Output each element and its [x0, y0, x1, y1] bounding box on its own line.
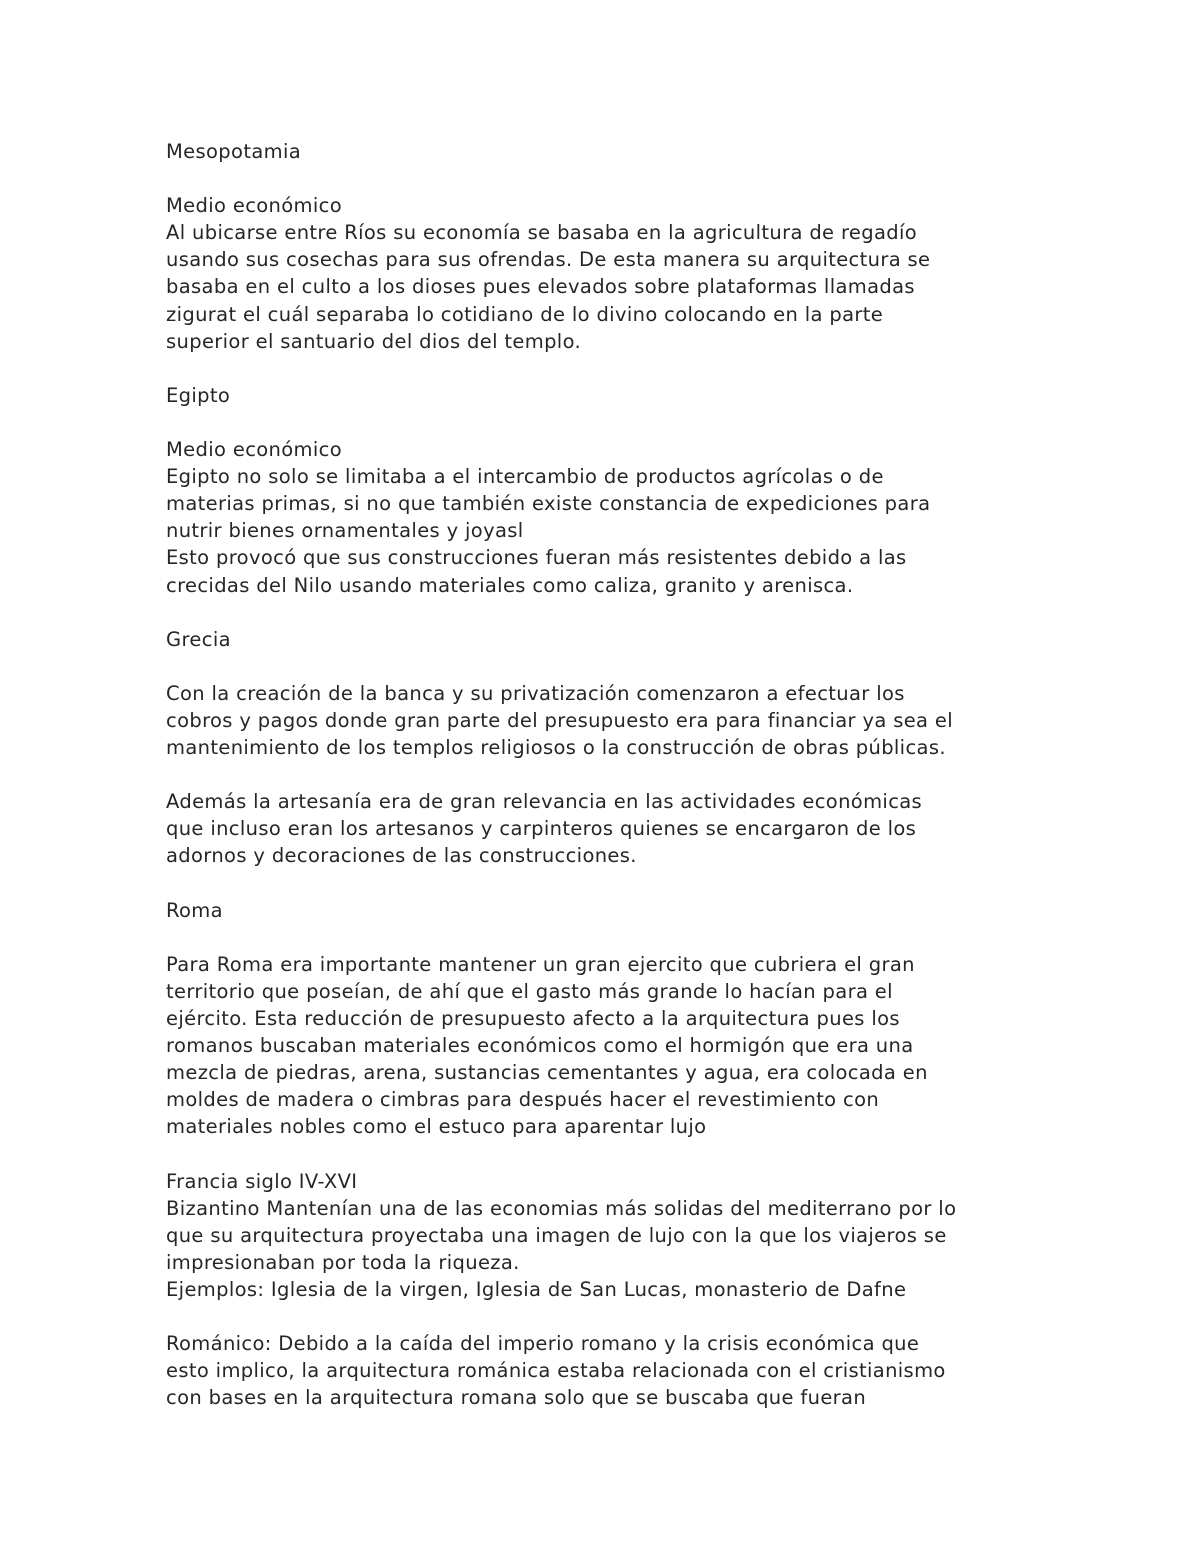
blank-line [166, 761, 1046, 788]
paragraph-line: Para Roma era importante mantener un gran ejercito que cubriera el gran [166, 952, 915, 976]
blank-line [166, 409, 1046, 436]
paragraph-line: Ejemplos: Iglesia de la virgen, Iglesia de San Lucas, monasterio de Dafne [166, 1277, 907, 1301]
paragraph-line: Con la creación de la banca y su privatización comenzaron a efectuar los [166, 681, 905, 705]
paragraph-line: impresionaban por toda la riqueza. [166, 1250, 520, 1274]
paragraph-line: zigurat el cuál separaba lo cotidiano de lo divino colocando en la parte [166, 302, 884, 326]
document-body [166, 138, 1046, 1411]
blank-line [166, 165, 1046, 192]
paragraph-line: Bizantino Mantenían una de las economias más solidas del mediterrano por lo [166, 1196, 957, 1220]
paragraph-line: adornos y decoraciones de las construcciones. [166, 844, 637, 868]
paragraph-line: nutrir bienes ornamentales y joyasl [166, 519, 524, 543]
paragraph-line: con bases en la arquitectura romana solo que se buscaba que fueran [166, 1386, 867, 1410]
section-heading-francia: Francia siglo IV-XVI [166, 1169, 358, 1193]
paragraph-line: esto implico, la arquitectura románica estaba relacionada con el cristianismo [166, 1359, 946, 1383]
paragraph-line: Esto provocó que sus construcciones fueran más resistentes debido a las [166, 546, 907, 570]
section-heading-egipto: Egipto [166, 383, 231, 407]
paragraph-line: cobros y pagos donde gran parte del presupuesto era para financiar ya sea el [166, 708, 954, 732]
paragraph-line: Románico: Debido a la caída del imperio romano y la crisis económica que [166, 1332, 920, 1356]
paragraph-line: materias primas, si no que también existe constancia de expediciones para [166, 492, 931, 516]
paragraph-line: materiales nobles como el estuco para aparentar lujo [166, 1115, 707, 1139]
section-heading-grecia: Grecia [166, 627, 231, 651]
paragraph-line: Al ubicarse entre Ríos su economía se basaba en la agricultura de regadío [166, 221, 918, 245]
paragraph-line: romanos buscaban materiales económicos como el hormigón que era una [166, 1034, 914, 1058]
blank-line [166, 1140, 1046, 1167]
blank-line [166, 1303, 1046, 1330]
paragraph-line: usando sus cosechas para sus ofrendas. De esta manera su arquitectura se [166, 248, 931, 272]
paragraph-line: basaba en el culto a los dioses pues elevados sobre plataformas llamadas [166, 275, 915, 299]
paragraph-line: mezcla de piedras, arena, sustancias cementantes y agua, era colocada en [166, 1061, 928, 1085]
paragraph-line: que incluso eran los artesanos y carpinteros quienes se encargaron de los [166, 817, 917, 841]
subheading-medio-economico: Medio económico [166, 194, 342, 218]
paragraph-line: Además la artesanía era de gran relevancia en las actividades económicas [166, 790, 923, 814]
section-heading-roma: Roma [166, 898, 223, 922]
subheading-medio-economico: Medio económico [166, 438, 342, 462]
paragraph-line: crecidas del Nilo usando materiales como caliza, granito y arenisca. [166, 573, 854, 597]
paragraph-line: Egipto no solo se limitaba a el intercambio de productos agrícolas o de [166, 465, 884, 489]
blank-line [166, 653, 1046, 680]
paragraph-line: ejército. Esta reducción de presupuesto afecto a la arquitectura pues los [166, 1007, 900, 1030]
paragraph-line: que su arquitectura proyectaba una imagen de lujo con la que los viajeros se [166, 1223, 947, 1247]
paragraph-line: superior el santuario del dios del templo. [166, 329, 582, 353]
paragraph-line: territorio que poseían, de ahí que el gasto más grande lo hacían para el [166, 979, 893, 1003]
blank-line [166, 870, 1046, 897]
paragraph-line: moldes de madera o cimbras para después hacer el revestimiento con [166, 1088, 880, 1112]
blank-line [166, 599, 1046, 626]
section-heading-mesopotamia: Mesopotamia [166, 140, 302, 163]
blank-line [166, 355, 1046, 382]
blank-line [166, 924, 1046, 951]
paragraph-line: mantenimiento de los templos religiosos o la construcción de obras públicas. [166, 736, 946, 760]
